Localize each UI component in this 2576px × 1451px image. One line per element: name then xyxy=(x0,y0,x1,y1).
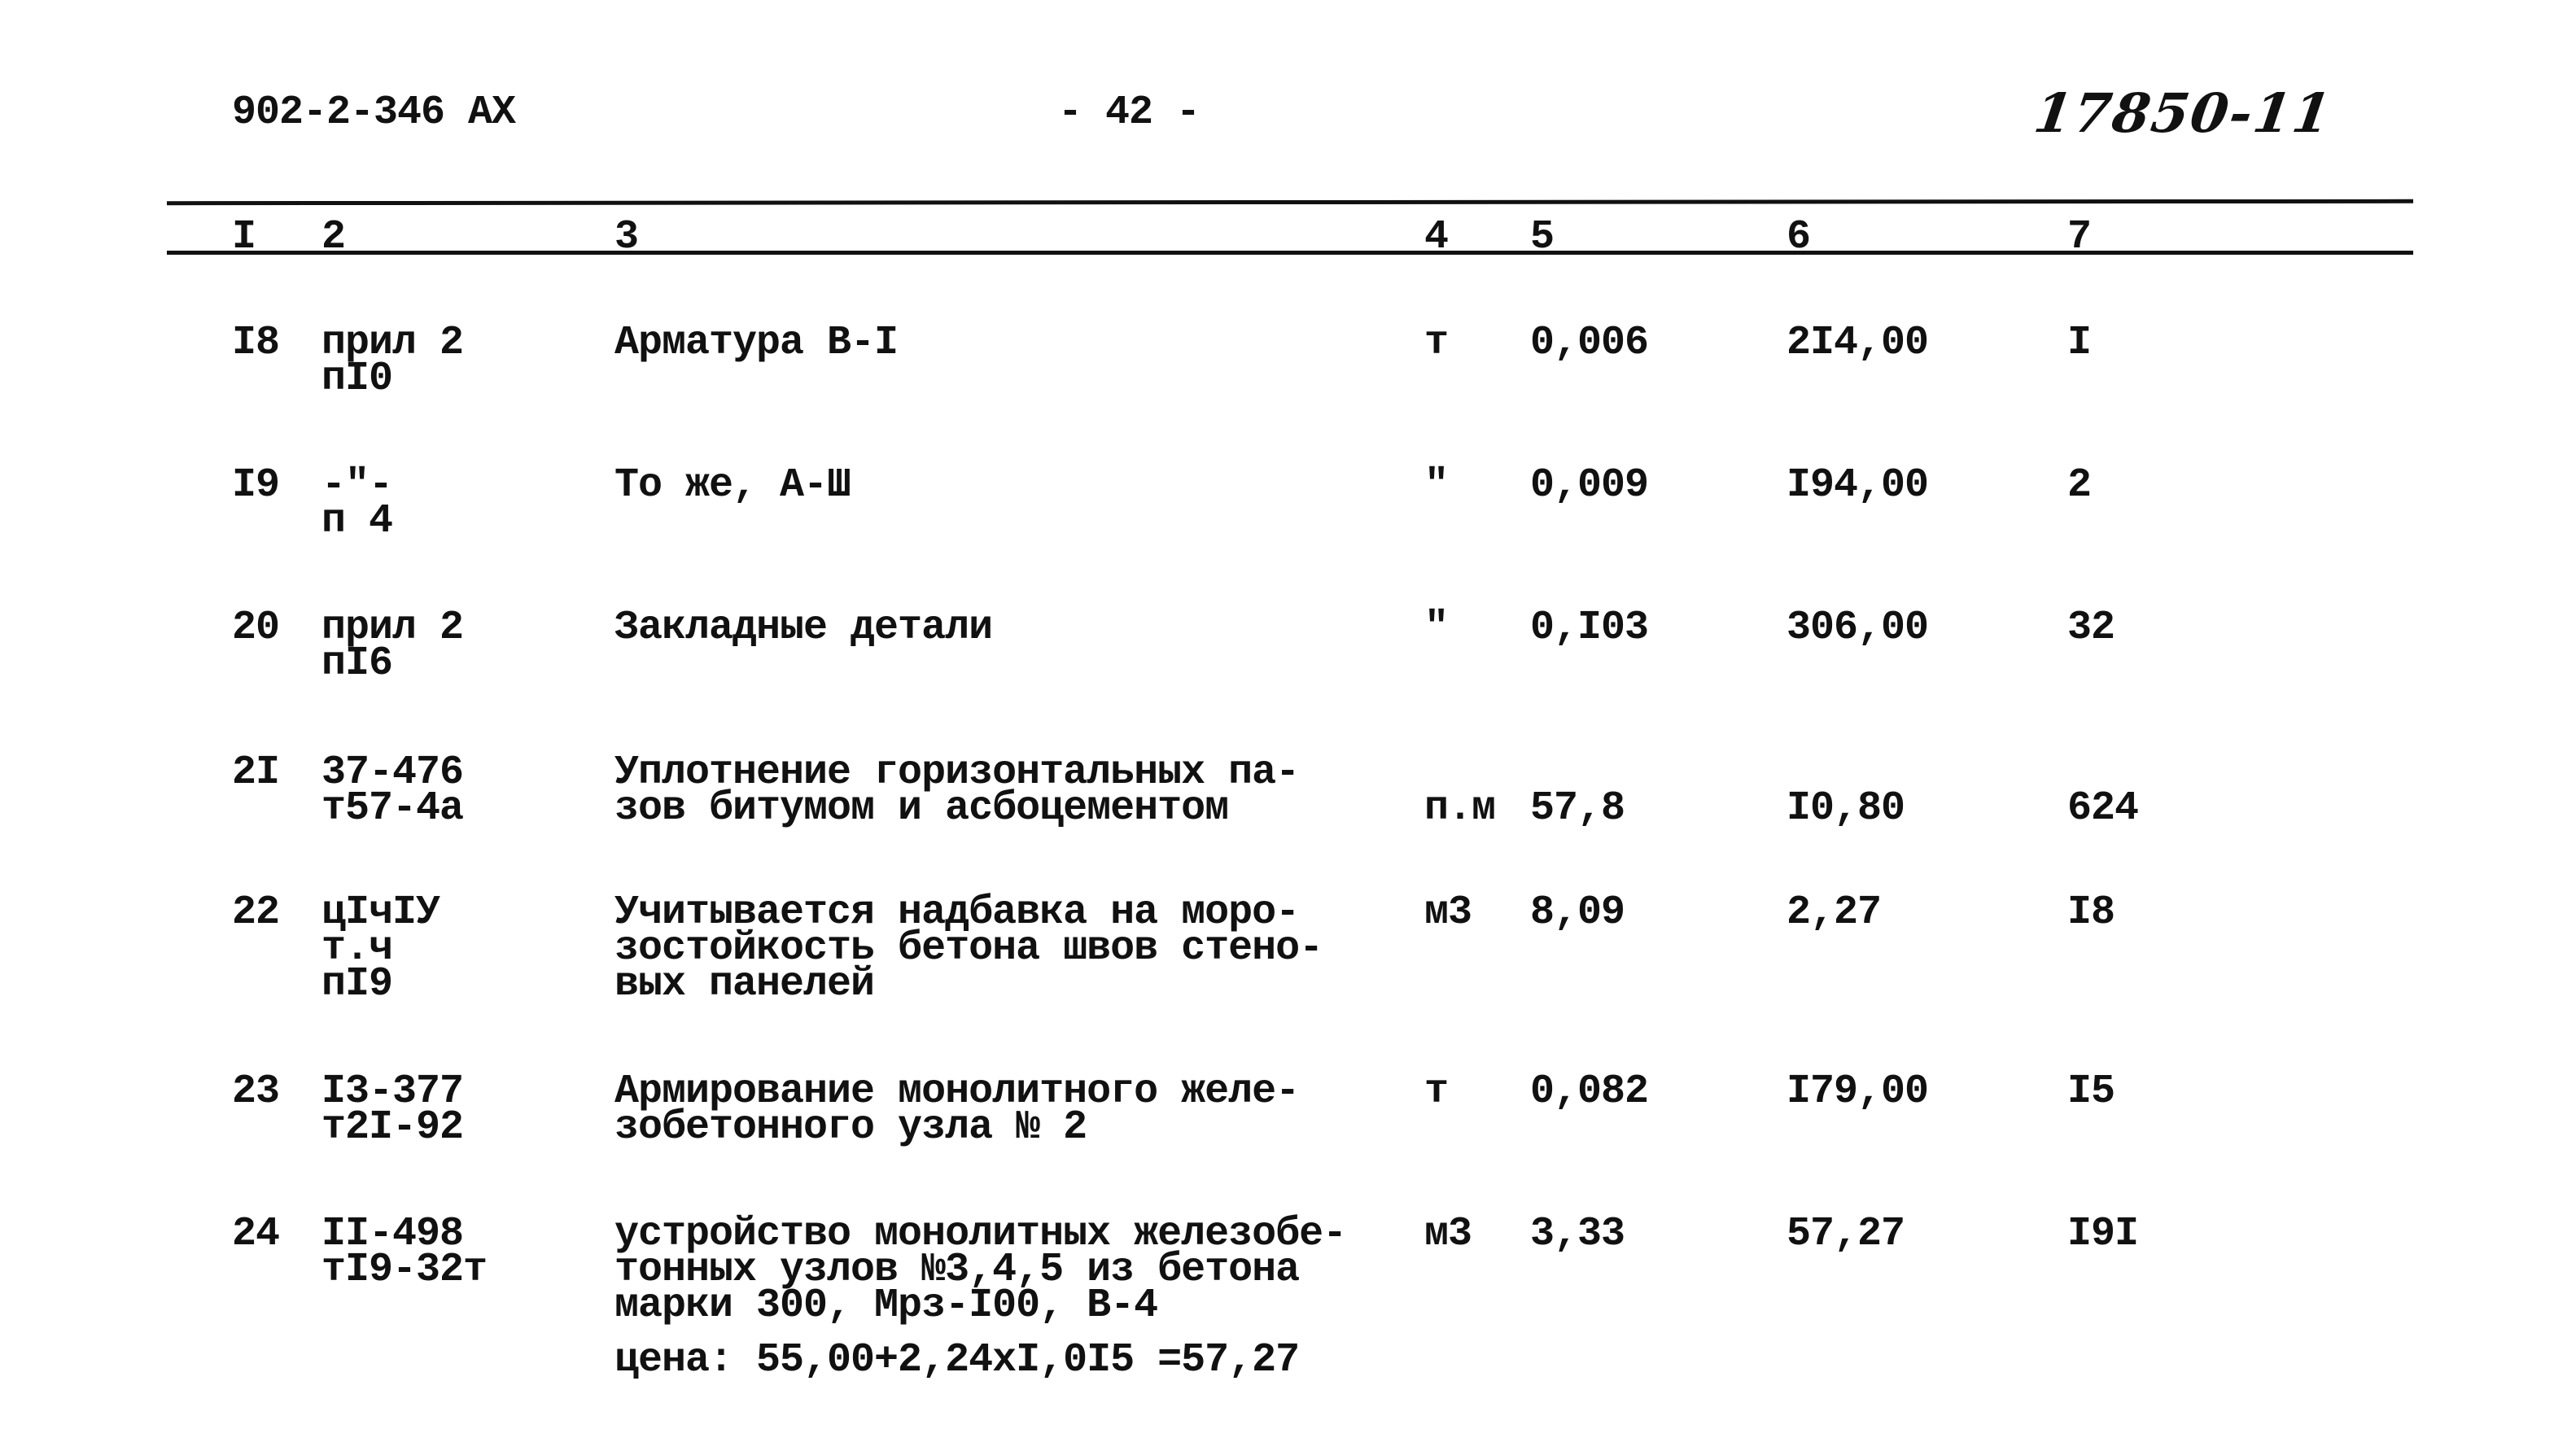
row-unit: " xyxy=(1424,462,1449,509)
row-name: устройство монолитных железобе- тонных узлов №3,4,5 из бетона марки 300, Мрз-I00, В-4 xyxy=(614,1211,1347,1329)
row-number: I9 xyxy=(232,462,280,509)
row-number: I8 xyxy=(232,320,280,366)
row-unit: м3 xyxy=(1424,889,1472,936)
row-number: 20 xyxy=(232,605,280,651)
row-unit: п.м xyxy=(1424,785,1496,832)
row-reference: 37-476 т57-4а xyxy=(321,750,464,832)
column-header-6: 6 xyxy=(1787,214,1811,260)
row-reference: прил 2 пI6 xyxy=(321,605,464,687)
row-price: I94,00 xyxy=(1787,462,1929,509)
row-unit: т xyxy=(1424,1069,1449,1115)
row-total: I5 xyxy=(2067,1069,2115,1115)
row-reference: I3-377 т2I-92 xyxy=(321,1069,464,1151)
row-quantity: 0,009 xyxy=(1530,462,1649,509)
table-top-rule xyxy=(167,199,2413,205)
page-number: - 42 - xyxy=(1058,90,1201,136)
row-name: То же, А-Ш xyxy=(614,462,851,509)
row-price: 2I4,00 xyxy=(1787,320,1929,366)
row-quantity: 0,I03 xyxy=(1530,605,1649,651)
row-quantity: 57,8 xyxy=(1530,785,1625,832)
row-price: 57,27 xyxy=(1787,1211,1905,1257)
row-unit: т xyxy=(1424,320,1449,366)
row-quantity: 0,082 xyxy=(1530,1069,1649,1115)
row-total: I8 xyxy=(2067,889,2115,936)
row-quantity: 8,09 xyxy=(1530,889,1625,936)
row-reference: -"- п 4 xyxy=(321,462,393,544)
price-calculation-note: цена: 55,00+2,24xI,0I5 =57,27 xyxy=(614,1337,1300,1383)
column-header-4: 4 xyxy=(1424,214,1449,260)
row-reference: прил 2 пI0 xyxy=(321,320,464,402)
row-price: I79,00 xyxy=(1787,1069,1929,1115)
row-unit: м3 xyxy=(1424,1211,1472,1257)
row-number: 23 xyxy=(232,1069,280,1115)
row-unit: " xyxy=(1424,605,1449,651)
column-header-3: 3 xyxy=(614,214,639,260)
column-header-7: 7 xyxy=(2067,214,2092,260)
row-name: Учитывается надбавка на моро- зостойкость бетона швов стено- вых панелей xyxy=(614,889,1323,1007)
column-header-5: 5 xyxy=(1530,214,1555,260)
row-name: Армирование монолитного желе- зобетонного узла № 2 xyxy=(614,1069,1300,1151)
row-price: 306,00 xyxy=(1787,605,1929,651)
document-code: 902-2-346 АХ xyxy=(232,90,516,136)
row-name: Закладные детали xyxy=(614,605,993,651)
row-name: Уплотнение горизонтальных па- зов битумом и асбоцементом xyxy=(614,750,1300,832)
row-quantity: 3,33 xyxy=(1530,1211,1625,1257)
row-price: 2,27 xyxy=(1787,889,1882,936)
row-total: 2 xyxy=(2067,462,2092,509)
row-total: I9I xyxy=(2067,1211,2139,1257)
column-header-1: I xyxy=(232,214,256,260)
row-reference: цIчIУ т.ч пI9 xyxy=(321,889,440,1007)
handwritten-reference-number: 17850-11 xyxy=(2030,81,2337,145)
row-price: I0,80 xyxy=(1787,785,1905,832)
row-total: I xyxy=(2067,320,2092,366)
row-total: 32 xyxy=(2067,605,2115,651)
row-number: 24 xyxy=(232,1211,280,1257)
row-name: Арматура В-I xyxy=(614,320,899,366)
column-header-2: 2 xyxy=(321,214,346,260)
row-total: 624 xyxy=(2067,785,2139,832)
row-number: 22 xyxy=(232,889,280,936)
row-reference: II-498 тI9-32т xyxy=(321,1211,488,1293)
row-quantity: 0,006 xyxy=(1530,320,1649,366)
row-number: 2I xyxy=(232,750,280,796)
